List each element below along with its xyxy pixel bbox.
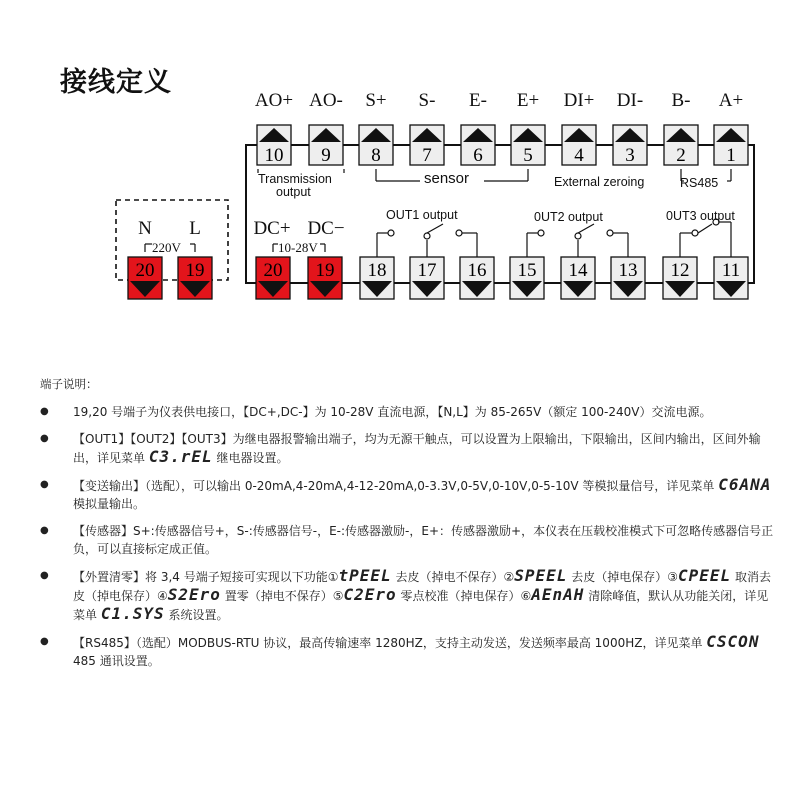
- notes-heading: 端子说明：: [40, 377, 98, 391]
- terminal-number: 20: [263, 260, 283, 281]
- dc-neg-terminal: [308, 257, 342, 299]
- terminal-notes: [40, 375, 780, 679]
- bottom-terminal-18: [360, 257, 394, 299]
- note-text: 【外置清零】将 3,4 号端子短接可实现以下功能①: [73, 570, 339, 584]
- menu-code: CSCON: [706, 632, 760, 651]
- note-text: 清除峰值，默认从功能关闭，详见菜单: [73, 589, 769, 622]
- out1-relay-contact: [456, 230, 462, 236]
- top-terminal-7: [410, 125, 444, 166]
- out1-relay-contact: [388, 230, 394, 236]
- transmission-label: Transmission: [258, 172, 332, 186]
- terminal-number: 4: [574, 145, 584, 166]
- note-text: 去皮（掉电不保存）②: [391, 570, 515, 584]
- terminal-label-6: E-: [469, 90, 487, 111]
- out3-label: 0UT3 output: [666, 209, 735, 223]
- terminal-number: 17: [417, 260, 437, 281]
- terminal-number: 9: [321, 145, 331, 166]
- out1-relay: [427, 224, 443, 233]
- terminal-number: 5: [523, 145, 533, 166]
- terminal-number: 12: [670, 260, 690, 281]
- terminal-number: 11: [721, 260, 741, 281]
- terminal-label-9: AO-: [309, 90, 343, 111]
- terminal-label-8: S+: [365, 90, 387, 111]
- bottom-terminal-13: [611, 257, 645, 299]
- menu-code: C3.rEL: [148, 447, 213, 466]
- note-text: 模拟量输出。: [73, 497, 146, 511]
- top-terminal-5: [511, 125, 545, 166]
- top-terminal-3: [613, 125, 647, 166]
- top-terminal-4: [562, 125, 596, 166]
- note-text: 【传感器】S+:传感器信号+，S-:传感器信号-，E-:传感器激励-，E+：传感器激励+，本仪表在压载校准模式下可忽略传感器信号正负，可以直接标定成正值。: [73, 524, 774, 556]
- terminal-number: 13: [618, 260, 638, 281]
- terminal-number: 2: [676, 145, 686, 166]
- note-item: [40, 567, 780, 624]
- terminal-label-3: DI-: [616, 90, 644, 111]
- dc-pos-label: DC+: [253, 218, 291, 239]
- menu-code: C1.SYS: [100, 604, 165, 623]
- top-terminal-9: [309, 125, 343, 166]
- ac-l-label: L: [189, 218, 201, 239]
- out2-relay-common: [575, 233, 581, 239]
- terminal-number: 18: [367, 260, 387, 281]
- terminal-number: 7: [422, 145, 432, 166]
- dc-voltage-label: 10-28V: [278, 240, 318, 255]
- menu-code: C6ANA: [718, 475, 772, 494]
- note-text: 取消去皮（掉电保存）④: [73, 570, 771, 603]
- terminal-label-4: DI+: [563, 90, 595, 111]
- terminal-number: 8: [371, 145, 381, 166]
- note-item: [40, 633, 780, 670]
- terminal-number: 3: [625, 145, 635, 166]
- ac-voltage-label: 220V: [152, 240, 181, 255]
- note-text: 19,20 号端子为仪表供电接口，【DC+,DC-】为 10-28V 直流电源，【N,L】为 85-265V（额定 100-240V）交流电源。: [73, 405, 712, 419]
- bottom-terminal-12: [663, 257, 697, 299]
- terminal-label-7: S-: [418, 90, 436, 111]
- terminal-label-1: A+: [718, 90, 744, 111]
- menu-code: tPEEL: [338, 566, 392, 585]
- note-text: 【变送输出】（选配），可以输出 0-20mA,4-20mA,4-12-20mA,0-3.3V,0-5V,0-10V,0-5-10V 等模拟量信号，详见菜单: [73, 479, 719, 493]
- terminal-label-10: AO+: [254, 90, 294, 111]
- note-text: 系统设置。: [164, 608, 229, 622]
- out3-relay-contact: [692, 230, 698, 236]
- top-terminal-2: [664, 125, 698, 166]
- terminal-number: 14: [568, 260, 588, 281]
- bottom-terminal-14: [561, 257, 595, 299]
- transmission-output-label: output: [276, 185, 311, 199]
- sensor-label: sensor: [424, 170, 470, 187]
- bottom-terminal-11: [714, 257, 748, 299]
- bottom-terminal-15: [510, 257, 544, 299]
- out2-label: 0UT2 output: [534, 210, 603, 224]
- terminal-label-5: E+: [516, 90, 540, 111]
- out1-label: OUT1 output: [386, 208, 458, 222]
- rs485-label: RS485: [680, 176, 719, 190]
- menu-code: SPEEL: [514, 566, 568, 585]
- terminal-number: 19: [315, 260, 335, 281]
- menu-code: S2Ero: [167, 585, 221, 604]
- terminal-number: 6: [473, 145, 483, 166]
- menu-code: C2Ero: [343, 585, 397, 604]
- note-text: 零点校准（掉电保存）⑥: [396, 589, 532, 603]
- ac-l-terminal: [178, 257, 212, 299]
- out1-relay-common: [424, 233, 430, 239]
- external-zeroing-label: External zeroing: [554, 175, 645, 189]
- terminal-number: 19: [185, 260, 205, 281]
- terminal-number: 15: [517, 260, 537, 281]
- note-text: 继电器设置。: [212, 451, 289, 465]
- bottom-terminal-16: [460, 257, 494, 299]
- terminal-number: 10: [264, 145, 284, 166]
- note-text: 485 通讯设置。: [73, 654, 160, 668]
- dc-pos-terminal: [256, 257, 290, 299]
- terminal-number: 16: [467, 260, 487, 281]
- ac-n-label: N: [138, 218, 152, 239]
- bottom-terminal-17: [410, 257, 444, 299]
- note-item: [40, 476, 780, 513]
- out2-relay: [578, 224, 594, 233]
- out3-relay: [698, 224, 712, 233]
- dc-neg-label: DC−: [307, 218, 345, 239]
- out2-relay-contact: [538, 230, 544, 236]
- note-text: 【OUT1】【OUT2】【OUT3】为继电器报警输出端子，均为无源干触点，可以设置为上限输出，下限输出，区间内输出，区间外输出，详见菜单: [73, 432, 761, 465]
- menu-code: AEnAH: [531, 585, 585, 604]
- terminal-number: 20: [135, 260, 155, 281]
- top-terminal-1: [714, 125, 748, 166]
- out2-relay-contact: [607, 230, 613, 236]
- top-terminal-6: [461, 125, 495, 166]
- note-item: [40, 430, 780, 467]
- menu-code: CPEEL: [677, 566, 732, 585]
- note-text: 去皮（掉电保存）③: [567, 570, 678, 584]
- terminal-label-2: B-: [671, 90, 691, 111]
- top-terminal-10: [257, 125, 291, 166]
- ac-n-terminal: [128, 257, 162, 299]
- page-title: 接线定义: [60, 67, 172, 98]
- note-item: [40, 403, 780, 421]
- note-item: [40, 522, 780, 558]
- note-text: 置零（掉电不保存）⑤: [220, 589, 344, 603]
- top-terminal-8: [359, 125, 393, 166]
- terminal-number: 1: [726, 145, 736, 166]
- note-text: 【RS485】（选配）MODBUS-RTU 协议，最高传输速率 1280HZ，支持主动发送，发送频率最高 1000HZ，详见菜单: [73, 636, 707, 650]
